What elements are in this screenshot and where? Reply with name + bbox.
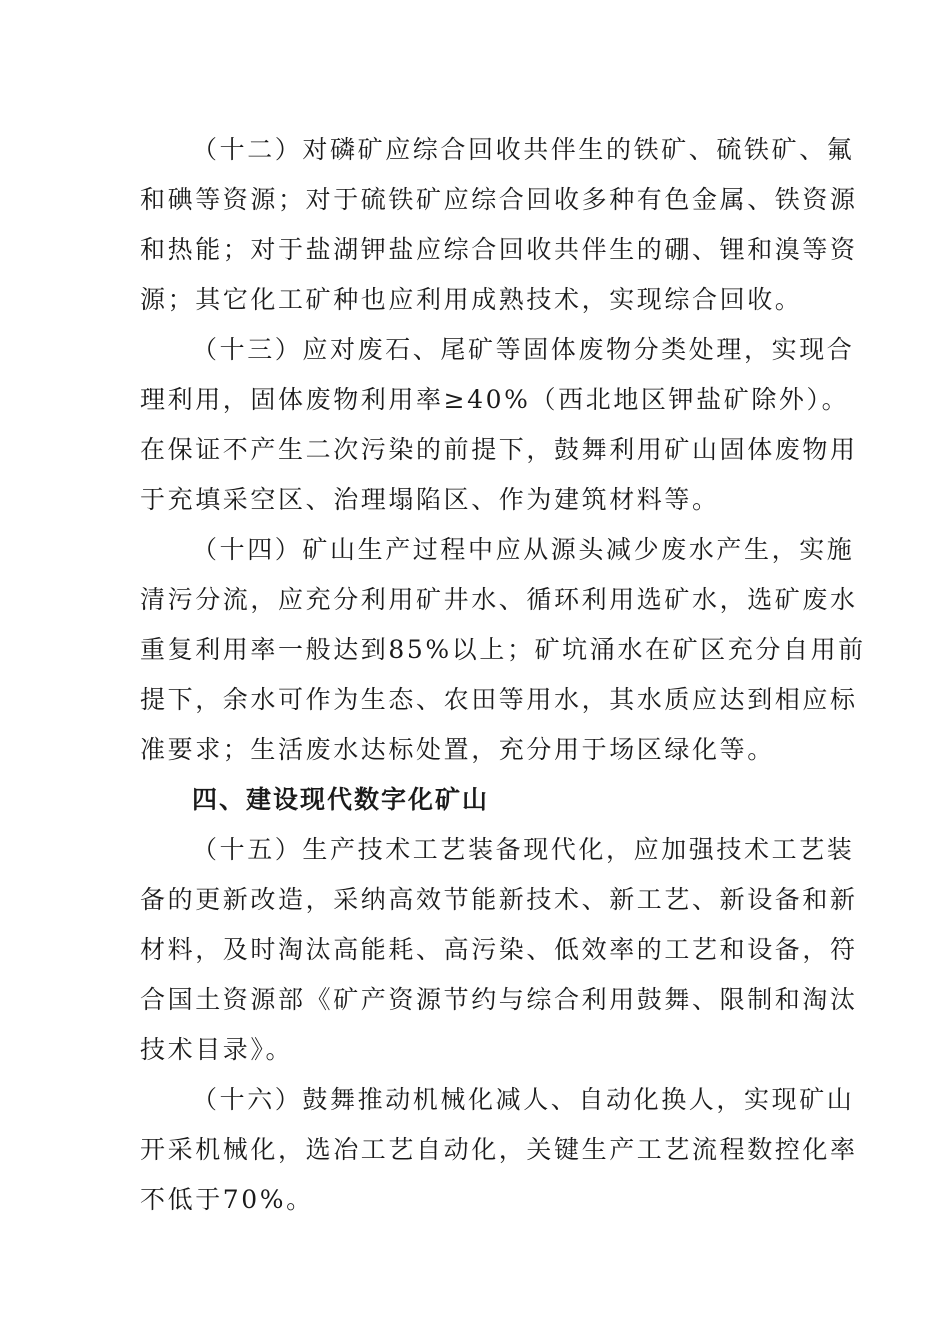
text-line: （十六）鼓舞推动机械化减人、自动化换人，实现矿山 — [192, 1085, 855, 1114]
text-line: 备的更新改造，采纳高效节能新技术、新工艺、新设备和新 — [140, 885, 858, 914]
text-line: 源；其它化工矿种也应利用成熟技术，实现综合回收。 — [140, 285, 803, 314]
text-line: 准要求；生活废水达标处置，充分用于场区绿化等。 — [140, 735, 775, 764]
text-line: 清污分流，应充分利用矿井水、循环利用选矿水，选矿废水 — [140, 585, 858, 614]
text-line: （十四）矿山生产过程中应从源头减少废水产生，实施 — [192, 535, 855, 564]
text-line: 材料，及时淘汰高能耗、高污染、低效率的工艺和设备，符 — [140, 935, 858, 964]
text-line: 于充填采空区、治理塌陷区、作为建筑材料等。 — [140, 485, 720, 514]
section-heading: 四、建设现代数字化矿山 — [192, 785, 490, 814]
text-line: 合国土资源部《矿产资源节约与综合利用鼓舞、限制和淘汰 — [140, 985, 858, 1014]
text-line: （十二）对磷矿应综合回收共伴生的铁矿、硫铁矿、氟 — [192, 135, 855, 164]
text-line: 提下，余水可作为生态、农田等用水，其水质应达到相应标 — [140, 685, 858, 714]
text-line: 在保证不产生二次污染的前提下，鼓舞利用矿山固体废物用 — [140, 435, 858, 464]
text-line: 和碘等资源；对于硫铁矿应综合回收多种有色金属、铁资源 — [140, 185, 858, 214]
text-line: 不低于70%。 — [140, 1185, 314, 1214]
text-line: 开采机械化，选冶工艺自动化，关键生产工艺流程数控化率 — [140, 1135, 858, 1164]
text-line: 重复利用率一般达到85%以上；矿坑涌水在矿区充分自用前 — [140, 635, 866, 664]
text-line: 技术目录》。 — [140, 1035, 294, 1064]
text-line: （十五）生产技术工艺装备现代化，应加强技术工艺装 — [192, 835, 855, 864]
text-line: 和热能；对于盐湖钾盐应综合回收共伴生的硼、锂和溴等资 — [140, 235, 858, 264]
text-line: 理利用，固体废物利用率≥40%（西北地区钾盐矿除外）。 — [140, 385, 850, 414]
text-line: （十三）应对废石、尾矿等固体废物分类处理，实现合 — [192, 335, 855, 364]
